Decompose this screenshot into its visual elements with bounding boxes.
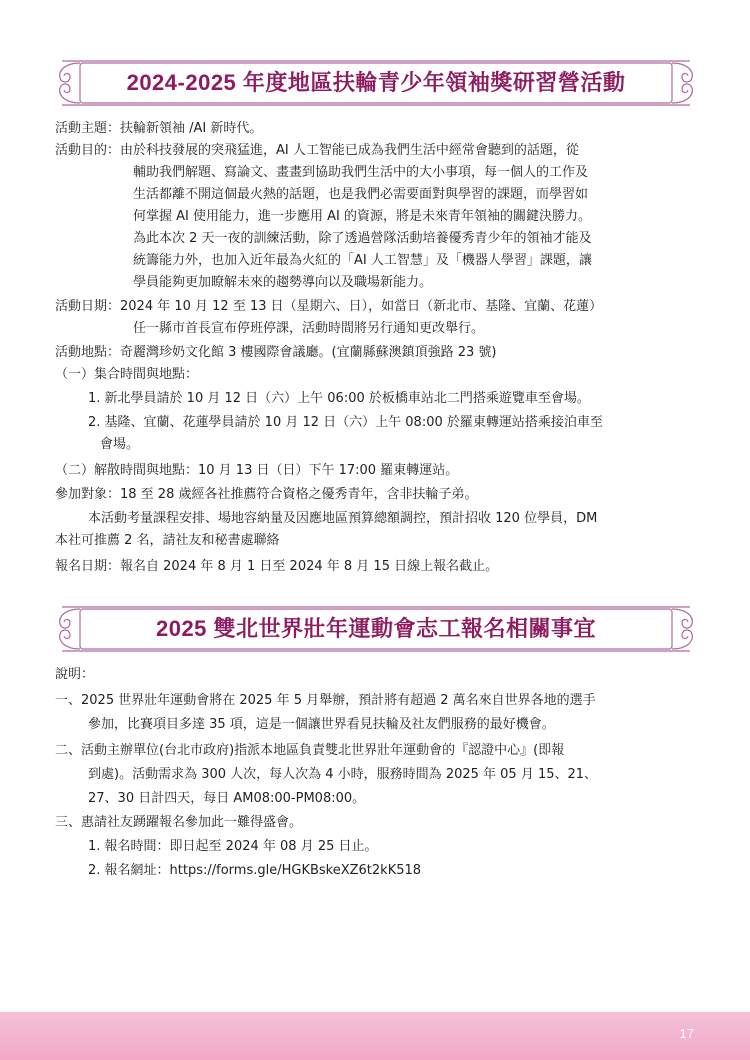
purpose-line: 統籌能力外，也加入近年最為火紅的「AI 人工智慧」及「機器人學習」課題，讓 <box>133 253 592 268</box>
item-one: 參加，比賽項目多達 35 項，這是一個讓世界看見扶輪及社友們服務的最好機會。 <box>88 717 555 732</box>
purpose-line: 何掌握 AI 使用能力，進一步應用 AI 的資源，將是未來青年領袖的關鍵決勝力。 <box>133 209 591 224</box>
section2-title: 2025 雙北世界壯年運動會志工報名相關事宜 <box>155 616 597 641</box>
section2-banner <box>52 604 700 654</box>
item-three: 三、惠請社友踴躍報名參加此一難得盛會。 <box>55 815 303 830</box>
purpose-line: 活動目的：由於科技發展的突飛猛進，AI 人工智能已成為我們生活中經常會聽到的話題，從 <box>55 143 579 158</box>
registration-date-line: 報名日期：報名自 2024 年 8 月 1 日至 2024 年 8 月 15 日線上報名截止。 <box>55 559 499 574</box>
item-two: 到處)。活動需求為 300 人次，每人次為 4 小時，服務時間為 2025 年 05 月 15、21、 <box>88 767 598 782</box>
assembly-item: 會場。 <box>100 437 140 452</box>
assembly-item: 1. 新北學員請於 10 月 12 日（六）上午 06:00 於板橋車站北二門搭乘遊覽車至會場。 <box>88 391 590 406</box>
quota-line: 本活動考量課程安排、場地容納量及因應地區預算總額調控，預計招收 120 位學員，DM <box>88 511 598 526</box>
dismissal-line: （二）解散時間與地點：10 月 13 日（日）下午 17:00 羅東轉運站。 <box>55 463 459 478</box>
section1-title: 2024-2025 年度地區扶輪青少年領袖獎研習營活動 <box>126 70 626 95</box>
assembly-item: 2. 基隆、宜蘭、花蓮學員請於 10 月 12 日（六）上午 08:00 於羅東轉運站搭乘接泊車至 <box>88 415 603 430</box>
page-footer <box>0 1012 750 1060</box>
page-number: 17 <box>679 1026 694 1041</box>
purpose-line: 生活都離不開這個最火熱的話題，也是我們必需要面對與學習的課題，而學習如 <box>133 187 589 202</box>
purpose-line: 輔助我們解題、寫論文、畫畫到協助我們生活中的大小事項，每一個人的工作及 <box>133 165 589 180</box>
quota-line: 本社可推薦 2 名，請社友和秘書處聯絡 <box>55 533 280 548</box>
purpose-line: 學員能夠更加瞭解未來的趨勢導向以及職場新能力。 <box>133 275 433 290</box>
section1-banner <box>52 58 700 108</box>
item-one: 一、2025 世界壯年運動會將在 2025 年 5 月舉辦，預計將有超過 2 萬名來自世界各地的選手 <box>55 693 596 708</box>
date-line: 活動日期：2024 年 10 月 12 至 13 日（星期六、日），如當日（新北市、基隆、宜蘭、花蓮） <box>55 299 603 314</box>
item-two: 二、活動主辦單位(台北市政府)指派本地區負責雙北世界壯年運動會的『認證中心』(即報 <box>55 743 565 758</box>
description-label: 說明： <box>55 667 95 682</box>
venue-line: 活動地點：奇麗灣珍奶文化館 3 樓國際會議廳。(宜蘭縣蘇澳鎮頂強路 23 號) <box>55 345 497 360</box>
registration-url[interactable]: 2. 報名網址：https://forms.gle/HGKBskeXZ6t2kK518 <box>88 863 422 878</box>
purpose-line: 為此本次 2 天一夜的訓練活動，除了透過營隊活動培養優秀青少年的領袖才能及 <box>133 231 592 246</box>
date-line: 任一縣市首長宣布停班停課，活動時間將另行通知更改舉行。 <box>133 321 485 336</box>
theme-line: 活動主題：扶輪新領袖 /AI 新時代。 <box>55 121 263 136</box>
assembly-heading: （一）集合時間與地點： <box>55 367 199 382</box>
item-two: 27、30 日計四天，每日 AM08:00-PM08:00。 <box>88 791 366 806</box>
participants-line: 參加對象：18 至 28 歲經各社推薦符合資格之優秀青年，含非扶輪子弟。 <box>55 487 478 502</box>
registration-period: 1. 報名時間：即日起至 2024 年 08 月 25 日止。 <box>88 839 378 854</box>
